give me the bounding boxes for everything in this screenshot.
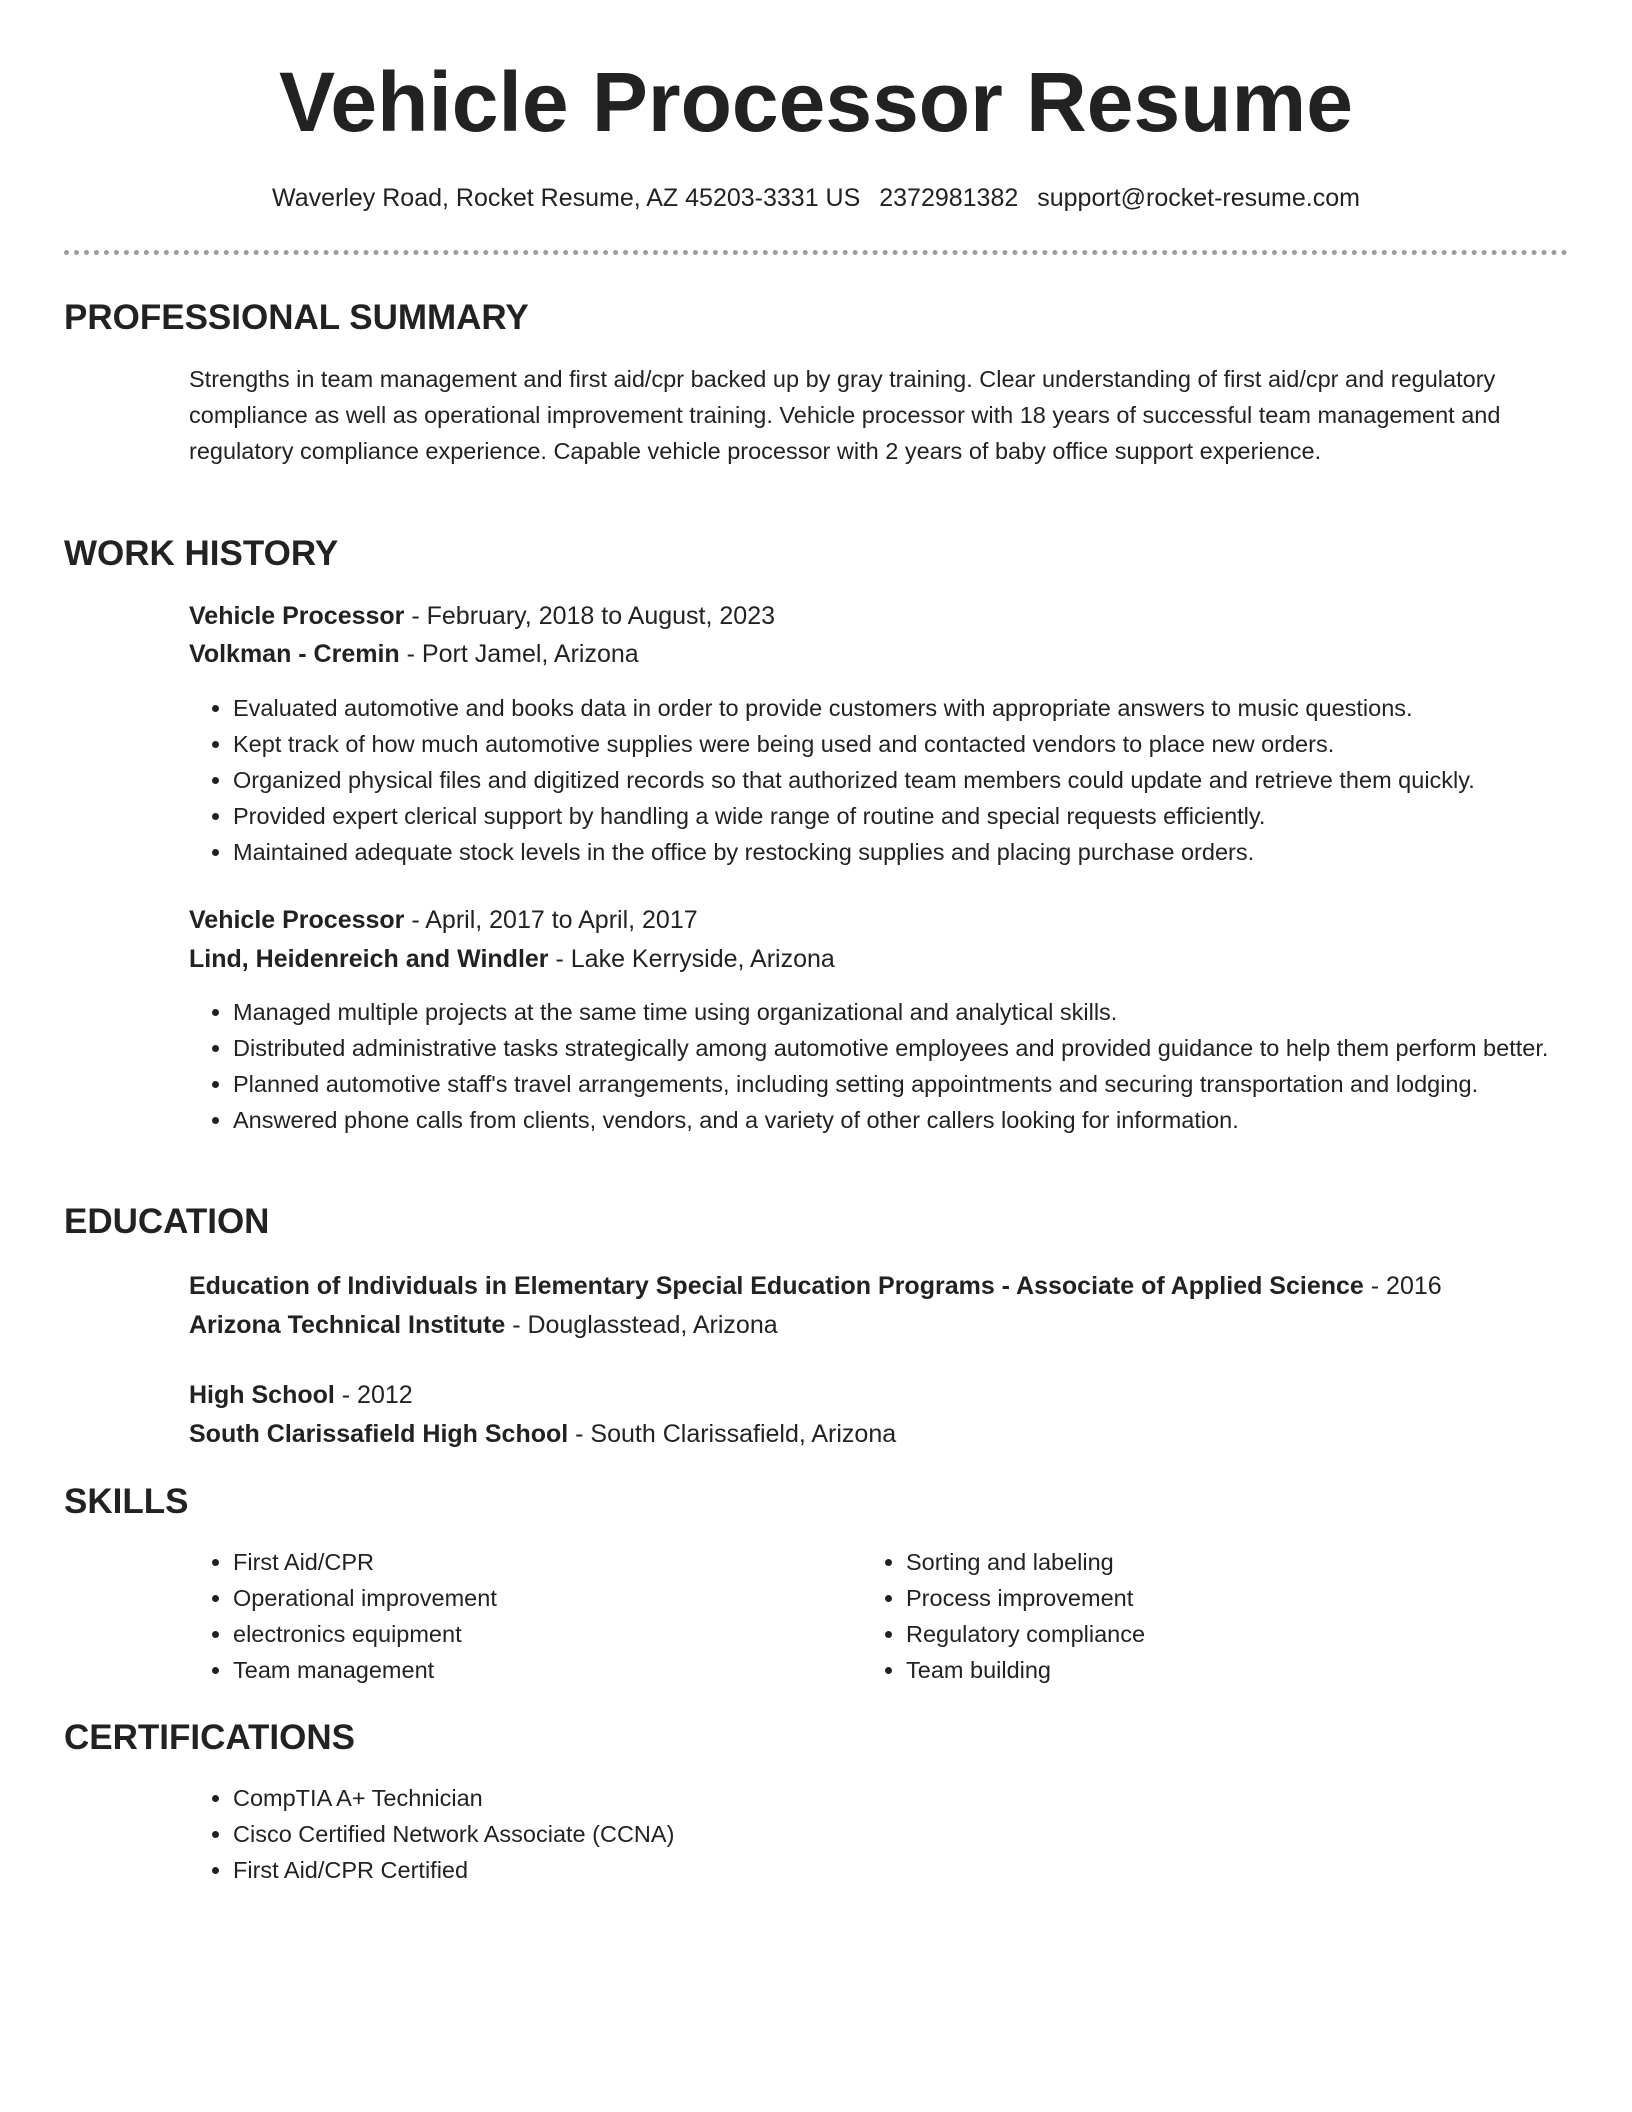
resume-name: Vehicle Processor Resume [279,55,1353,149]
list-item: • Managed multiple projects at the same time using organizational and analytical skills. [233,994,1568,1030]
section-title-certifications: CERTIFICATIONS [64,1718,356,1757]
job-title-line [189,902,1568,938]
contact-address: Waverley Road, Rocket Resume, AZ 45203-3331 US [272,184,861,212]
section-title-skills: SKILLS [64,1482,189,1521]
list-item: • Team building [906,1652,1562,1688]
list-item: • Sorting and labeling [906,1544,1562,1580]
education-year: - 2012 [334,1381,413,1409]
education-year: - 2016 [1363,1272,1442,1300]
section-title-summary: PROFESSIONAL SUMMARY [64,298,529,337]
list-item: • Provided expert clerical support by handling a wide range of routine and special requests efficiently. [233,798,1568,834]
list-item: • Answered phone calls from clients, vendors, and a variety of other callers looking for information. [233,1102,1568,1138]
job-location: - Lake Kerryside, Arizona [548,945,835,973]
education-degree: High School [189,1381,335,1409]
job-title: Vehicle Processor [189,906,405,934]
list-item: • Planned automotive staff's travel arrangements, including setting appointments and securing transportation and lodging. [233,1066,1568,1102]
section-title-work: WORK HISTORY [64,534,339,573]
list-item: • electronics equipment [233,1616,859,1652]
contact-email: support@rocket-resume.com [1037,184,1360,212]
summary-text: Strengths in team management and first aid/cpr backed up by gray training. Clear understanding of first aid/cpr and regulatory compliance as well as operational improvement training. Vehicle processor with 18 years of successful team management and regulatory compliance experience. Capable vehicle processor with 2 years of baby office support experience. [189,366,1501,464]
job-company: Volkman - Cremin [189,640,400,668]
job-company: Lind, Heidenreich and Windler [189,945,549,973]
list-item: • Organized physical files and digitized records so that authorized team members could update and retrieve them quickly. [233,762,1568,798]
skills-list-right [862,1544,1562,1688]
education-location: - Douglasstead, Arizona [505,1311,778,1339]
section-title-education: EDUCATION [64,1202,270,1241]
job-dates: - April, 2017 to April, 2017 [404,906,698,934]
header-divider [64,250,1568,255]
job-bullets [189,690,1568,870]
list-item: • First Aid/CPR [233,1544,859,1580]
job-title: Vehicle Processor [189,602,405,630]
job-dates: - February, 2018 to August, 2023 [404,602,776,630]
education-school-line [189,1307,1568,1343]
list-item: • Evaluated automotive and books data in order to provide customers with appropriate answers to music questions. [233,690,1568,726]
job-bullets [189,994,1568,1138]
job-company-line [189,636,1568,672]
list-item: • Distributed administrative tasks strategically among automotive employees and provided guidance to help them perform better. [233,1030,1568,1066]
education-location: - South Clarissafield, Arizona [568,1420,897,1448]
job-title-line [189,598,1568,634]
job-location: - Port Jamel, Arizona [399,640,639,668]
list-item: • Regulatory compliance [906,1616,1562,1652]
list-item: • Team management [233,1652,859,1688]
education-degree-line [189,1268,1568,1304]
list-item: • Operational improvement [233,1580,859,1616]
education-school: South Clarissafield High School [189,1420,569,1448]
list-item: • First Aid/CPR Certified [233,1852,1568,1888]
education-degree-line [189,1377,1568,1413]
contact-phone: 2372981382 [879,184,1019,212]
education-school: Arizona Technical Institute [189,1311,506,1339]
education-degree: Education of Individuals in Elementary Special Education Programs - Associate of Applied Science [189,1272,1364,1300]
skills-list-left [189,1544,859,1688]
list-item: • CompTIA A+ Technician [233,1780,1568,1816]
list-item: • Maintained adequate stock levels in the office by restocking supplies and placing purchase orders. [233,834,1568,870]
contact-line [0,180,1632,216]
certifications-list [189,1780,1568,1888]
education-school-line [189,1416,1568,1452]
list-item: • Cisco Certified Network Associate (CCNA) [233,1816,1568,1852]
job-company-line [189,941,1568,977]
list-item: • Process improvement [906,1580,1562,1616]
list-item: • Kept track of how much automotive supplies were being used and contacted vendors to place new orders. [233,726,1568,762]
